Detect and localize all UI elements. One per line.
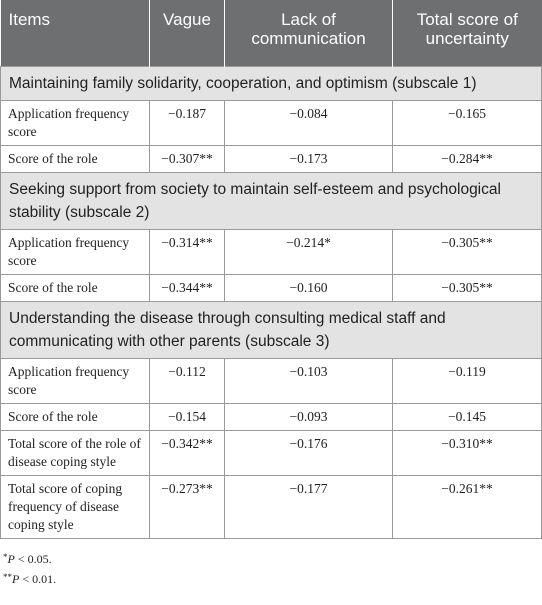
- cell-lack: −0.177: [225, 476, 393, 539]
- cell-total: −0.305**: [393, 230, 542, 275]
- row-label: Application frequency score: [1, 359, 150, 404]
- row-label: Score of the role: [1, 146, 150, 173]
- footnote-p-letter: P: [12, 572, 20, 586]
- subscale-2-row: [1, 173, 542, 230]
- row-label: Total score of the role of disease coping style: [1, 431, 150, 476]
- row-label: Application frequency score: [1, 101, 150, 146]
- row-label: Total score of coping frequency of disease coping style: [1, 476, 150, 539]
- cell-lack: −0.084: [225, 101, 393, 146]
- table-footnotes: [0, 549, 542, 589]
- row-label: Score of the role: [1, 404, 150, 431]
- table-row: [1, 476, 542, 539]
- cell-total: −0.145: [393, 404, 542, 431]
- cell-lack: −0.176: [225, 431, 393, 476]
- cell-vague: −0.342**: [150, 431, 225, 476]
- cell-vague: −0.112: [150, 359, 225, 404]
- cell-vague: −0.187: [150, 101, 225, 146]
- table-row: [1, 101, 542, 146]
- cell-lack: −0.093: [225, 404, 393, 431]
- cell-lack: −0.173: [225, 146, 393, 173]
- cell-total: −0.261**: [393, 476, 542, 539]
- cell-vague: −0.307**: [150, 146, 225, 173]
- table-row: [1, 359, 542, 404]
- cell-total: −0.119: [393, 359, 542, 404]
- header-total-score-uncertainty: Total score of uncertainty: [393, 0, 542, 67]
- header-items: Items: [1, 0, 150, 67]
- row-label: Score of the role: [1, 275, 150, 302]
- header-vague: Vague: [150, 0, 225, 67]
- cell-vague: −0.154: [150, 404, 225, 431]
- subscale-title: Maintaining family solidarity, cooperation, and optimism (subscale 1): [1, 67, 542, 101]
- footnote-mark: **: [3, 572, 12, 582]
- footnote-text: < 0.01.: [19, 572, 57, 586]
- cell-lack: −0.160: [225, 275, 393, 302]
- table-row: [1, 146, 542, 173]
- cell-vague: −0.344**: [150, 275, 225, 302]
- subscale-title: Seeking support from society to maintain self-esteem and psychological stability (subscale 2): [1, 173, 542, 230]
- footnote-p-letter: P: [7, 552, 15, 566]
- table-header-row: [1, 0, 542, 67]
- subscale-3-row: [1, 302, 542, 359]
- cell-vague: −0.273**: [150, 476, 225, 539]
- subscale-1-row: [1, 67, 542, 101]
- table-row: [1, 404, 542, 431]
- table-row: [1, 230, 542, 275]
- footnote-text: < 0.05.: [14, 552, 52, 566]
- footnote-mark: *: [3, 552, 8, 562]
- cell-total: −0.310**: [393, 431, 542, 476]
- table-row: [1, 431, 542, 476]
- cell-vague: −0.314**: [150, 230, 225, 275]
- row-label: Application frequency score: [1, 230, 150, 275]
- cell-lack: −0.214*: [225, 230, 393, 275]
- cell-lack: −0.103: [225, 359, 393, 404]
- subscale-title: Understanding the disease through consulting medical staff and communicating with other parents (subscale 3): [1, 302, 542, 359]
- cell-total: −0.284**: [393, 146, 542, 173]
- header-lack-of-communication: Lack of communication: [225, 0, 393, 67]
- cell-total: −0.305**: [393, 275, 542, 302]
- table-row: [1, 275, 542, 302]
- cell-total: −0.165: [393, 101, 542, 146]
- footnote-p001: [3, 569, 542, 589]
- footnote-p005: [3, 549, 542, 569]
